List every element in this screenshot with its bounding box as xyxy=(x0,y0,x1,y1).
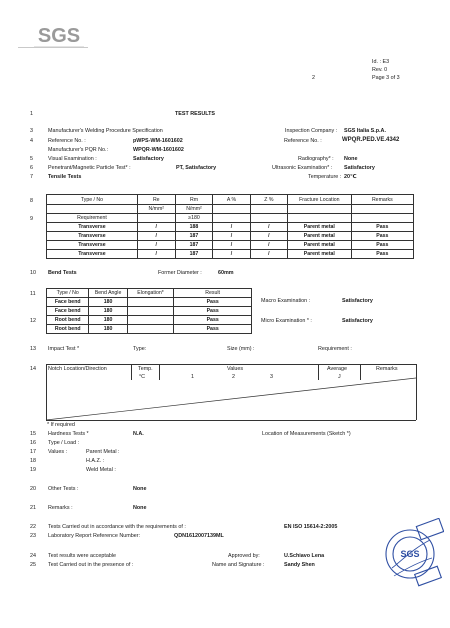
field-label: Hardness Tests * xyxy=(48,431,89,437)
column-header: Remarks xyxy=(376,366,398,372)
table-row xyxy=(47,250,414,259)
table-cell: Transverse xyxy=(47,232,138,241)
specimen-number: 3 xyxy=(270,374,273,380)
table-cell: Parent metal xyxy=(287,223,351,232)
field-label: Laboratory Report Reference Number: xyxy=(48,533,140,539)
impact-size-label: Size (mm) : xyxy=(227,346,255,352)
doc-id: Id. : E3 xyxy=(372,59,390,65)
info-label: Penetrant/Magnetic Particle Test* : xyxy=(48,165,131,171)
table-cell xyxy=(127,316,174,325)
table-cell: / xyxy=(137,223,175,232)
specimen-number: 1 xyxy=(191,374,194,380)
approver-name: U.Schiavo Lena xyxy=(284,553,325,559)
svg-text:SGS: SGS xyxy=(400,549,420,559)
table-cell: / xyxy=(213,223,250,232)
requirement-label: Requirement xyxy=(47,214,138,223)
table-cell: 187 xyxy=(175,241,213,250)
witness-name: Sandy Shen xyxy=(284,562,315,568)
column-header: Average xyxy=(327,366,347,372)
table-cell: / xyxy=(213,250,250,259)
column-header: Remarks xyxy=(351,195,413,205)
table-cell: 188 xyxy=(175,223,213,232)
unit-cell: °C xyxy=(139,374,146,380)
macro-value: Satisfactory xyxy=(342,298,373,304)
table-cell: / xyxy=(250,232,287,241)
impact-type-label: Type: xyxy=(133,346,147,352)
column-header: Result xyxy=(174,289,252,298)
table-cell: Root bend xyxy=(47,316,89,325)
table-row xyxy=(47,307,252,316)
table-cell: Transverse xyxy=(47,250,138,259)
approved-label: Approved by: xyxy=(228,553,260,559)
table-cell xyxy=(127,307,174,316)
table-row xyxy=(47,316,252,325)
info-value: WPQR-WM-1601602 xyxy=(133,147,184,153)
line-number: 25 xyxy=(30,562,36,568)
field-label: Other Tests : xyxy=(48,486,79,492)
line-number: 23 xyxy=(30,533,36,539)
table-cell: Face bend xyxy=(47,298,89,307)
table-cell: 180 xyxy=(89,307,127,316)
field-value: Parent Metal : xyxy=(86,449,120,455)
field-label: Test Carried out in the presence of : xyxy=(48,562,134,568)
line-number: 16 xyxy=(30,440,36,446)
table-cell: Root bend xyxy=(47,325,89,334)
column-header: Rm xyxy=(175,195,213,205)
table-header-row xyxy=(47,195,414,205)
unit-cell: J xyxy=(338,374,341,380)
sketch-label: Location of Measurements (Sketch *) xyxy=(262,431,351,437)
table-cell: / xyxy=(213,232,250,241)
table-cell: / xyxy=(137,241,175,250)
column-header: Temp. xyxy=(138,366,153,372)
field-label: Type / Load : xyxy=(48,440,80,446)
table-cell xyxy=(127,298,174,307)
specimen-number: 2 xyxy=(232,374,235,380)
page-number: 2 xyxy=(312,75,315,81)
field-value: N.A. xyxy=(133,431,144,437)
micro-value: Satisfactory xyxy=(342,318,373,324)
svg-text:SGS: SGS xyxy=(37,25,81,47)
table-row xyxy=(47,232,414,241)
unit-cell: N/mm² xyxy=(137,205,175,214)
company-stamp xyxy=(380,518,444,588)
field-label: Test results were acceptable xyxy=(48,553,117,559)
table-cell: / xyxy=(250,250,287,259)
micro-label: Micro Examination * : xyxy=(261,318,312,324)
field-label: Tests Carried out in accordance with the requirements of : xyxy=(48,524,186,530)
line-number: 9 xyxy=(30,216,33,222)
info-right-value: 20℃ xyxy=(344,174,357,180)
impact-requirement-label: Requirement : xyxy=(318,346,352,352)
table-cell: / xyxy=(213,241,250,250)
table-row xyxy=(47,241,414,250)
column-header: Bend Angle xyxy=(89,289,127,298)
table-row xyxy=(47,298,252,307)
units-row xyxy=(47,205,414,214)
table-row xyxy=(47,223,414,232)
info-right-label: Radiography* : xyxy=(298,156,334,162)
field-value: None xyxy=(133,505,147,511)
table-cell: Pass xyxy=(174,298,252,307)
field-value: Weld Metal : xyxy=(86,467,116,473)
table-cell: Transverse xyxy=(47,241,138,250)
line-number: 13 xyxy=(30,346,36,352)
column-header: A % xyxy=(213,195,250,205)
info-label: Manufacturer's PQR No.: xyxy=(48,147,109,153)
line-number: 1 xyxy=(30,111,33,117)
column-header: Elongation* xyxy=(127,289,174,298)
info-right-label: Reference No. : xyxy=(284,138,322,144)
info-value: pWPS-WM-1601602 xyxy=(133,138,183,144)
field-value: H.A.Z. : xyxy=(86,458,105,464)
table-header-row xyxy=(47,289,252,298)
line-number: 5 xyxy=(30,156,33,162)
table-cell: Pass xyxy=(174,325,252,334)
requirement-row xyxy=(47,214,414,223)
table-cell: Pass xyxy=(351,250,413,259)
info-label: Tensile Tests xyxy=(48,174,82,180)
bend-table xyxy=(46,288,252,334)
table-cell xyxy=(127,325,174,334)
field-label: Values : xyxy=(48,449,68,455)
table-cell: 180 xyxy=(89,298,127,307)
tensile-table xyxy=(46,194,414,259)
table-cell: Pass xyxy=(351,223,413,232)
requirement-value: ≥180 xyxy=(175,214,213,223)
table-cell: Parent metal xyxy=(287,250,351,259)
table-cell: Pass xyxy=(174,307,252,316)
signature-label: Name and Signature : xyxy=(212,562,265,568)
info-right-value: SGS Italia S.p.A. xyxy=(344,128,386,134)
line-number: 14 xyxy=(30,366,36,372)
line-number: 11 xyxy=(30,291,36,297)
table-cell: / xyxy=(137,250,175,259)
column-header: Type / No xyxy=(47,195,138,205)
line-number: 17 xyxy=(30,449,36,455)
former-label: Former Diameter : xyxy=(158,270,202,276)
table-cell: Parent metal xyxy=(287,241,351,250)
section-title: TEST RESULTS xyxy=(175,111,216,117)
table-cell: 180 xyxy=(89,316,127,325)
line-number: 3 xyxy=(30,128,33,134)
info-right-value: None xyxy=(344,156,358,162)
sgs-logo xyxy=(34,20,84,50)
column-header: Fracture Location xyxy=(287,195,351,205)
doc-rev: Rev. 0 xyxy=(372,67,388,73)
unit-cell: N/mm² xyxy=(175,205,213,214)
line-number: 4 xyxy=(30,138,33,144)
table-cell: / xyxy=(137,232,175,241)
section-label: Impact Test * xyxy=(48,346,80,352)
table-cell: Pass xyxy=(351,232,413,241)
table-cell: Transverse xyxy=(47,223,138,232)
info-value: Satisfactory xyxy=(133,156,164,162)
line-number: 12 xyxy=(30,318,36,324)
table-cell: 187 xyxy=(175,232,213,241)
info-right-value: WPQR.PED.VE.4342 xyxy=(342,137,400,143)
info-right-value: Satisfactory xyxy=(344,165,375,171)
table-cell: Face bend xyxy=(47,307,89,316)
table-cell: Pass xyxy=(351,241,413,250)
page-of: Page 3 of 3 xyxy=(372,75,400,81)
table-cell: Pass xyxy=(174,316,252,325)
column-header: Notch Location/Direction xyxy=(48,366,107,372)
line-number: 24 xyxy=(30,553,36,559)
table-cell: / xyxy=(250,223,287,232)
info-right-label: Ultrasonic Examination* : xyxy=(272,165,333,171)
line-number: 21 xyxy=(30,505,36,511)
standard-value: EN ISO 15614-2:2005 xyxy=(284,524,338,530)
table-cell: Parent metal xyxy=(287,232,351,241)
info-label: Manufacturer's Welding Procedure Specification xyxy=(48,128,163,134)
line-number: 8 xyxy=(30,198,33,204)
section-label: Bend Tests xyxy=(48,270,77,276)
logo-rule xyxy=(18,47,88,48)
column-header: Type / No xyxy=(47,289,89,298)
line-number: 18 xyxy=(30,458,36,464)
column-header: Re xyxy=(137,195,175,205)
info-label: Reference No. : xyxy=(48,138,86,144)
footnote: * If required xyxy=(47,422,75,428)
table-cell: 187 xyxy=(175,250,213,259)
field-value: None xyxy=(133,486,147,492)
macro-label: Macro Examination : xyxy=(261,298,311,304)
field-label: Remarks : xyxy=(48,505,73,511)
table-cell: 180 xyxy=(89,325,127,334)
line-number: 15 xyxy=(30,431,36,437)
column-header: Values xyxy=(227,366,244,372)
line-number: 10 xyxy=(30,270,36,276)
line-number: 6 xyxy=(30,165,33,171)
line-number: 19 xyxy=(30,467,36,473)
info-value: PT, Satisfactory xyxy=(176,165,217,171)
table-row xyxy=(47,325,252,334)
former-value: 60mm xyxy=(218,270,234,276)
line-number: 20 xyxy=(30,486,36,492)
info-right-label: Temperature : xyxy=(308,174,342,180)
line-number: 7 xyxy=(30,174,33,180)
column-header: Z % xyxy=(250,195,287,205)
line-number: 22 xyxy=(30,524,36,530)
info-label: Visual Examination : xyxy=(48,156,97,162)
table-cell: / xyxy=(250,241,287,250)
report-number: QDN1612007139ML xyxy=(174,533,224,539)
info-right-label: Inspection Company : xyxy=(285,128,338,134)
